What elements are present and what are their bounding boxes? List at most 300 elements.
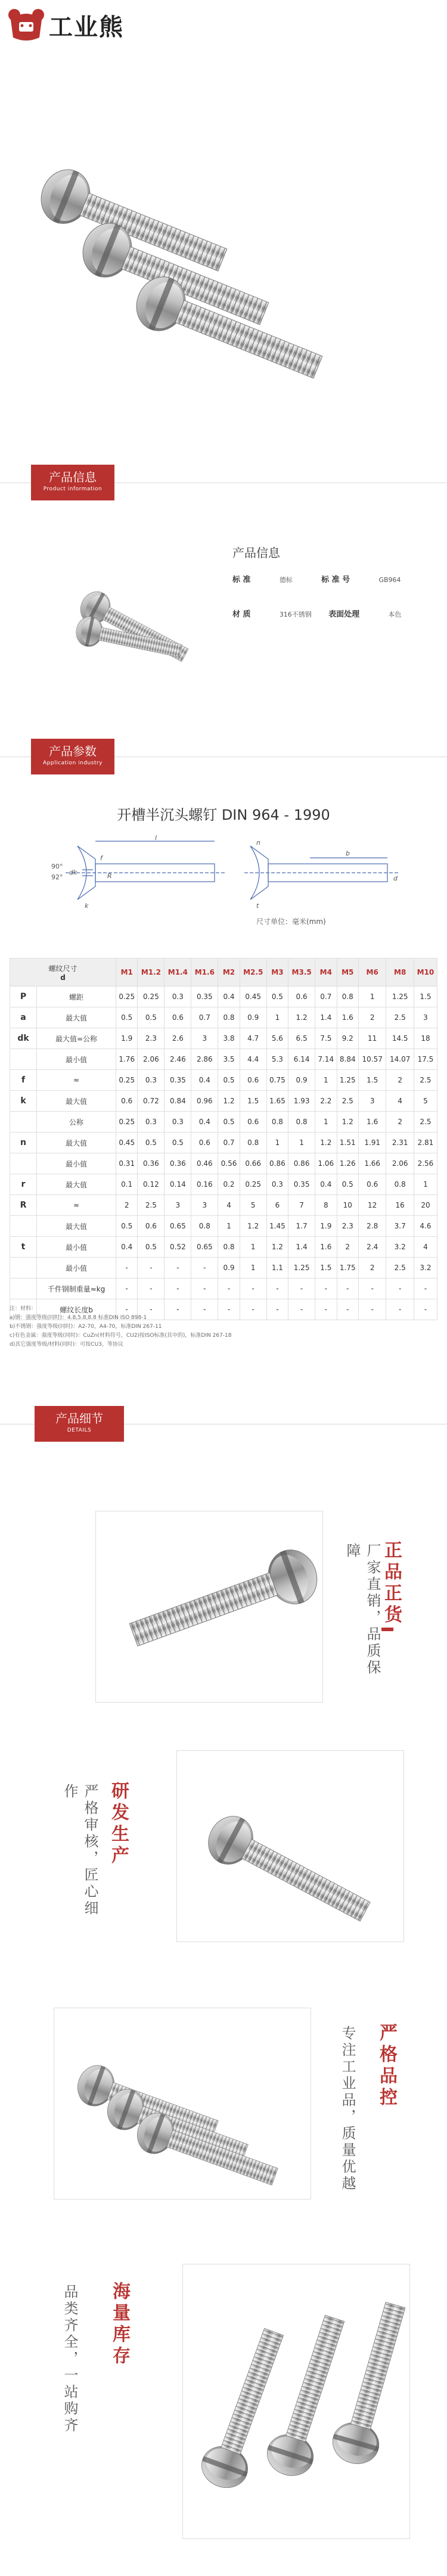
brand-name: 工业熊 — [49, 13, 124, 41]
value-cell: 0.36 — [138, 1153, 164, 1174]
drawing-label: l — [155, 834, 157, 842]
table-row — [10, 1153, 437, 1174]
table-row — [10, 1174, 437, 1195]
value-cell: 1.26 — [337, 1153, 358, 1174]
value-cell: 0.7 — [315, 987, 337, 1007]
size-header-cell: M1.6 — [191, 959, 218, 987]
value-cell: 4 — [218, 1195, 240, 1216]
value-cell: - — [218, 1278, 240, 1299]
value-cell: 3.8 — [218, 1028, 240, 1049]
value-cell: 2.4 — [358, 1237, 386, 1258]
value-cell: 1.25 — [288, 1258, 315, 1278]
value-cell: 0.1 — [116, 1174, 138, 1195]
value-cell: 0.8 — [337, 987, 358, 1007]
value-cell: 0.6 — [240, 1112, 266, 1133]
detail-image-card — [176, 1750, 404, 1942]
label-cell: 最小值 — [37, 1237, 116, 1258]
value-cell: 7.14 — [315, 1049, 337, 1070]
value-cell: 0.9 — [288, 1070, 315, 1091]
size-header-cell: M1.4 — [164, 959, 191, 987]
value-cell: 0.6 — [164, 1007, 191, 1028]
value-cell: 0.4 — [191, 1070, 218, 1091]
value-cell: 1.65 — [266, 1091, 288, 1112]
value-cell: - — [337, 1299, 358, 1320]
value-cell: - — [414, 1278, 437, 1299]
value-cell: 6.14 — [288, 1049, 315, 1070]
value-cell: 0.6 — [240, 1070, 266, 1091]
detail-line: 质量优越 — [339, 2126, 356, 2192]
value-cell: - — [191, 1278, 218, 1299]
section-subtitle: Application industry — [42, 760, 103, 766]
size-header-cell: M6 — [358, 959, 386, 987]
size-header-cell: M1.2 — [138, 959, 164, 987]
value-cell: 1.5 — [315, 1258, 337, 1278]
table-header-cell — [10, 959, 116, 987]
detail-line: 匠心细作 — [61, 1784, 98, 1917]
value-cell: 0.9 — [240, 1007, 266, 1028]
symbol-cell: P — [10, 987, 37, 1007]
value-cell: - — [191, 1299, 218, 1320]
value-cell: 0.5 — [116, 1216, 138, 1237]
value-cell: - — [266, 1278, 288, 1299]
value-cell: 1.1 — [266, 1258, 288, 1278]
value-cell: 1.25 — [337, 1070, 358, 1091]
value-cell: 5.6 — [266, 1028, 288, 1049]
symbol-cell: r — [10, 1174, 37, 1195]
table-row — [10, 1133, 437, 1153]
value-cell: 0.45 — [116, 1133, 138, 1153]
label-cell: 最大值 — [37, 1133, 116, 1153]
value-cell: 1.66 — [358, 1153, 386, 1174]
detail-line: 品类齐全 — [61, 2284, 78, 2351]
value-cell: 2.3 — [337, 1216, 358, 1237]
value-cell: 0.46 — [191, 1153, 218, 1174]
value-cell: 0.36 — [164, 1153, 191, 1174]
value-cell: 1 — [240, 1258, 266, 1278]
value-cell: 8.84 — [337, 1049, 358, 1070]
screw-photo — [183, 2264, 409, 2538]
value-cell: 2 — [116, 1195, 138, 1216]
value-cell: 7 — [288, 1195, 315, 1216]
value-cell: 0.35 — [191, 987, 218, 1007]
value-cell: 1 — [266, 1007, 288, 1028]
label-cell: ≈ — [37, 1195, 116, 1216]
value-cell: 2.5 — [386, 1258, 414, 1278]
value-cell: 2.5 — [138, 1195, 164, 1216]
value-cell: 2.3 — [138, 1028, 164, 1049]
label-cell: 最大值 — [37, 1174, 116, 1195]
value-cell: 17.5 — [414, 1049, 437, 1070]
value-cell: 0.31 — [116, 1153, 138, 1174]
value-cell: 4.4 — [240, 1049, 266, 1070]
value-cell: 0.52 — [164, 1237, 191, 1258]
value-cell: 3 — [358, 1091, 386, 1112]
header-bottom: d — [60, 973, 66, 982]
value-cell: 0.35 — [288, 1174, 315, 1195]
value-cell: 14.5 — [386, 1028, 414, 1049]
value-cell: 2.06 — [386, 1153, 414, 1174]
value-cell: 2 — [386, 1070, 414, 1091]
product-thumbnail — [60, 566, 215, 673]
value-cell: 0.86 — [266, 1153, 288, 1174]
value-cell: 1.2 — [240, 1216, 266, 1237]
value-cell: 1.51 — [337, 1133, 358, 1153]
value-cell: 18 — [414, 1028, 437, 1049]
table-row — [10, 1091, 437, 1112]
value-cell: 0.5 — [218, 1070, 240, 1091]
value-cell: - — [164, 1258, 191, 1278]
value-cell: - — [240, 1299, 266, 1320]
value-cell: 1.2 — [288, 1007, 315, 1028]
value-cell: 3 — [191, 1028, 218, 1049]
value-cell: 1.9 — [116, 1028, 138, 1049]
detail-line: 品质保障 — [344, 1543, 381, 1676]
detail-image-card — [54, 2008, 311, 2199]
detail-image-card — [95, 1511, 323, 1703]
value-cell: 11 — [358, 1028, 386, 1049]
drawing-label: d — [393, 875, 398, 882]
section-header-details — [0, 1406, 447, 1442]
value-cell: 0.5 — [116, 1007, 138, 1028]
value-cell: 0.4 — [315, 1174, 337, 1195]
info-key: 材 质 — [232, 610, 251, 619]
size-header-cell: M2.5 — [240, 959, 266, 987]
value-cell: 0.3 — [164, 1112, 191, 1133]
value-cell: 1.91 — [358, 1133, 386, 1153]
section-title: 产品细节 — [55, 1411, 103, 1426]
product-info-title: 产品信息 — [232, 546, 280, 560]
value-cell: 0.72 — [138, 1091, 164, 1112]
table-row — [10, 987, 437, 1007]
value-cell: 0.75 — [266, 1070, 288, 1091]
value-cell: - — [116, 1258, 138, 1278]
dimension-drawing — [48, 834, 405, 911]
info-value: GB964 — [378, 576, 401, 584]
value-cell: 0.6 — [191, 1133, 218, 1153]
value-cell: 2 — [358, 1258, 386, 1278]
symbol-cell: a — [10, 1007, 37, 1028]
table-row — [10, 1278, 437, 1299]
value-cell: 2.46 — [164, 1049, 191, 1070]
value-cell: 0.12 — [138, 1174, 164, 1195]
size-header-cell: M2 — [218, 959, 240, 987]
value-cell: 0.5 — [164, 1133, 191, 1153]
info-value: 德标 — [279, 576, 293, 584]
value-cell: 1.6 — [358, 1112, 386, 1133]
detail-text: 严格审核，匠心细作 — [61, 1784, 98, 1917]
value-cell: 3.5 — [218, 1049, 240, 1070]
value-cell: - — [138, 1278, 164, 1299]
bear-logo-icon — [7, 8, 45, 42]
value-cell: 1 — [288, 1133, 315, 1153]
value-cell: 0.7 — [191, 1007, 218, 1028]
drawing-label: k — [85, 902, 89, 910]
value-cell: 1.5 — [414, 987, 437, 1007]
symbol-cell — [10, 1153, 37, 1174]
detail-title: 严格品控 — [376, 2023, 397, 2109]
accent-bar — [381, 1628, 393, 1631]
value-cell: 1 — [414, 1174, 437, 1195]
value-cell: 0.65 — [191, 1237, 218, 1258]
value-cell: 4.7 — [240, 1028, 266, 1049]
value-cell: 1 — [240, 1237, 266, 1258]
value-cell: - — [191, 1258, 218, 1278]
size-header-cell: M1 — [116, 959, 138, 987]
value-cell: - — [337, 1278, 358, 1299]
param-title: 开槽半沉头螺钉 DIN 964 - 1990 — [117, 807, 330, 823]
value-cell: - — [386, 1278, 414, 1299]
note-line: a)钢：强度等级(同时)：4.8,5.8,8.8 标准DIN ISO 898-1 — [10, 1315, 147, 1321]
symbol-cell: k — [10, 1091, 37, 1112]
section-header-info — [0, 465, 447, 500]
value-cell: - — [164, 1278, 191, 1299]
value-cell: - — [240, 1278, 266, 1299]
value-cell: 3.2 — [414, 1258, 437, 1278]
drawing-label: f — [100, 854, 103, 862]
value-cell: - — [138, 1299, 164, 1320]
value-cell: 6 — [266, 1195, 288, 1216]
value-cell: 3 — [414, 1007, 437, 1028]
note-line: 注：材料： — [10, 1306, 37, 1312]
size-header-cell: M10 — [414, 959, 437, 987]
label-cell: 最大值 — [37, 1216, 116, 1237]
detail-title: 研发生产 — [108, 1781, 129, 1867]
value-cell: 1 — [218, 1216, 240, 1237]
detail-text: 品类齐全，一站购齐 — [61, 2284, 78, 2434]
value-cell: 0.96 — [191, 1091, 218, 1112]
label-cell: ≈ — [37, 1070, 116, 1091]
value-cell: - — [164, 1299, 191, 1320]
value-cell: 3.7 — [386, 1216, 414, 1237]
symbol-cell: t — [10, 1237, 37, 1258]
value-cell: 0.3 — [138, 1112, 164, 1133]
label-cell: 最小值 — [37, 1049, 116, 1070]
value-cell: - — [138, 1258, 164, 1278]
value-cell: - — [288, 1278, 315, 1299]
table-row — [10, 1258, 437, 1278]
value-cell: 0.5 — [138, 1007, 164, 1028]
value-cell: 0.3 — [266, 1174, 288, 1195]
value-cell: 1.9 — [315, 1216, 337, 1237]
symbol-cell: R — [10, 1195, 37, 1216]
info-row — [232, 608, 401, 619]
value-cell: 0.5 — [266, 987, 288, 1007]
label-cell: 千件钢制重量≈kg — [37, 1278, 116, 1299]
value-cell: 1.6 — [337, 1007, 358, 1028]
table-row — [10, 1028, 437, 1049]
value-cell: 2.5 — [414, 1070, 437, 1091]
value-cell: - — [288, 1299, 315, 1320]
symbol-cell — [10, 1112, 37, 1133]
value-cell: 0.5 — [218, 1112, 240, 1133]
value-cell: 0.84 — [164, 1091, 191, 1112]
detail-title: 海量库存 — [109, 2282, 130, 2367]
value-cell: 2.8 — [358, 1216, 386, 1237]
brand-logo[interactable] — [7, 5, 132, 45]
value-cell: 0.56 — [218, 1153, 240, 1174]
drawing-label: t — [256, 902, 259, 910]
note-line: b)不锈钢：强度等级(同时)：A2-70，A4-70，标准DIN 267-11 — [10, 1324, 162, 1330]
drawing-label: 90° — [51, 863, 63, 870]
detail-image-card — [182, 2264, 410, 2539]
detail-text: 专注工业品，质量优越 — [339, 2026, 356, 2192]
value-cell: 2.86 — [191, 1049, 218, 1070]
table-row — [10, 1112, 437, 1133]
size-header-cell: M3 — [266, 959, 288, 987]
value-cell: 14.07 — [386, 1049, 414, 1070]
value-cell: 1.75 — [337, 1258, 358, 1278]
label-cell: 螺纹长度b — [37, 1299, 116, 1320]
value-cell: 0.25 — [116, 1112, 138, 1133]
value-cell: 0.9 — [218, 1258, 240, 1278]
label-cell: 公称 — [37, 1112, 116, 1133]
value-cell: - — [315, 1278, 337, 1299]
value-cell: 2.56 — [414, 1153, 437, 1174]
value-cell: 0.3 — [164, 987, 191, 1007]
section-title: 产品参数 — [49, 744, 97, 758]
symbol-cell — [10, 1049, 37, 1070]
symbol-cell — [10, 1278, 37, 1299]
table-row — [10, 1195, 437, 1216]
value-cell: 0.8 — [386, 1174, 414, 1195]
value-cell: 0.2 — [218, 1174, 240, 1195]
value-cell: 1.2 — [337, 1112, 358, 1133]
size-header-cell: M4 — [315, 959, 337, 987]
label-cell: 最小值 — [37, 1258, 116, 1278]
table-row — [10, 1216, 437, 1237]
value-cell: 0.8 — [218, 1237, 240, 1258]
value-cell: 0.4 — [218, 987, 240, 1007]
symbol-cell — [10, 1216, 37, 1237]
note-line: d)其它强度等级/材料(同时)：可按CU3，等协议 — [10, 1342, 123, 1348]
value-cell: 1.06 — [315, 1153, 337, 1174]
label-cell: 最大值 — [37, 1091, 116, 1112]
screw-photo — [54, 2008, 311, 2199]
size-header-cell: M8 — [386, 959, 414, 987]
value-cell: 5.3 — [266, 1049, 288, 1070]
drawing-label: dk — [69, 869, 77, 876]
value-cell: 1.2 — [266, 1237, 288, 1258]
value-cell: 2.5 — [386, 1007, 414, 1028]
value-cell: 12 — [358, 1195, 386, 1216]
value-cell: 16 — [386, 1195, 414, 1216]
drawing-label: n — [256, 839, 260, 847]
table-row — [10, 1049, 437, 1070]
value-cell: - — [116, 1299, 138, 1320]
value-cell: 0.6 — [358, 1174, 386, 1195]
value-cell: 2.5 — [414, 1112, 437, 1133]
value-cell: 9.2 — [337, 1028, 358, 1049]
value-cell: 0.7 — [218, 1133, 240, 1153]
hero-screws-image — [0, 48, 447, 417]
value-cell: 10 — [337, 1195, 358, 1216]
size-header-cell: M5 — [337, 959, 358, 987]
symbol-cell: n — [10, 1133, 37, 1153]
value-cell: 4.6 — [414, 1216, 437, 1237]
value-cell: 2 — [386, 1112, 414, 1133]
value-cell: 0.8 — [191, 1216, 218, 1237]
value-cell: 1.4 — [288, 1237, 315, 1258]
value-cell: 2.06 — [138, 1049, 164, 1070]
value-cell: 2.6 — [164, 1028, 191, 1049]
table-row — [10, 1007, 437, 1028]
value-cell: 6.5 — [288, 1028, 315, 1049]
value-cell: 1.5 — [240, 1091, 266, 1112]
value-cell: - — [266, 1299, 288, 1320]
value-cell: 1 — [358, 987, 386, 1007]
value-cell: 0.35 — [164, 1070, 191, 1091]
value-cell: 0.4 — [191, 1112, 218, 1133]
value-cell: 1 — [315, 1070, 337, 1091]
detail-text: 厂家直销，品质保障 — [344, 1543, 381, 1676]
label-cell: 最大值 — [37, 1007, 116, 1028]
info-key: 标 准 号 — [321, 575, 350, 584]
value-cell: 20 — [414, 1195, 437, 1216]
value-cell: 1.45 — [266, 1216, 288, 1237]
value-cell: 1.25 — [386, 987, 414, 1007]
value-cell: 2.31 — [386, 1133, 414, 1153]
value-cell: 0.25 — [116, 987, 138, 1007]
value-cell: 0.25 — [116, 1070, 138, 1091]
table-row — [10, 1070, 437, 1091]
info-value: 本色 — [388, 611, 402, 618]
value-cell: 1.2 — [218, 1091, 240, 1112]
table-header-row — [10, 959, 437, 987]
value-cell: 0.4 — [116, 1237, 138, 1258]
value-cell: 0.16 — [191, 1174, 218, 1195]
value-cell: 3 — [164, 1195, 191, 1216]
drawing-label: b — [346, 850, 350, 857]
table-notes — [10, 1305, 437, 1349]
value-cell: - — [386, 1299, 414, 1320]
symbol-cell — [10, 1258, 37, 1278]
value-cell: 0.3 — [138, 1070, 164, 1091]
size-header-cell: M3.5 — [288, 959, 315, 987]
value-cell: 0.5 — [138, 1237, 164, 1258]
value-cell: 0.8 — [218, 1007, 240, 1028]
value-cell: 2.2 — [315, 1091, 337, 1112]
value-cell: 0.8 — [288, 1112, 315, 1133]
detail-line: 厂家直销 — [364, 1543, 381, 1610]
value-cell: 1 — [315, 1112, 337, 1133]
detail-title: 正品正货 — [381, 1541, 402, 1626]
value-cell: 0.6 — [116, 1091, 138, 1112]
detail-line: 专注工业品 — [339, 2026, 356, 2109]
value-cell: 0.5 — [138, 1133, 164, 1153]
value-cell: - — [116, 1278, 138, 1299]
value-cell: 0.6 — [138, 1216, 164, 1237]
table-row — [10, 1237, 437, 1258]
value-cell: 3 — [191, 1195, 218, 1216]
unit-note: 尺寸单位：毫米(mm) — [256, 917, 326, 926]
value-cell: 1.2 — [315, 1133, 337, 1153]
value-cell: 4 — [414, 1237, 437, 1258]
section-subtitle: DETAILS — [67, 1427, 92, 1433]
value-cell: 2 — [337, 1237, 358, 1258]
value-cell: 0.66 — [240, 1153, 266, 1174]
value-cell: 2.5 — [337, 1091, 358, 1112]
value-cell: 1.6 — [315, 1237, 337, 1258]
label-cell: 最小值 — [37, 1153, 116, 1174]
label-cell: 螺距 — [37, 987, 116, 1007]
value-cell: 0.25 — [138, 987, 164, 1007]
value-cell: 3.2 — [386, 1237, 414, 1258]
value-cell: 10.57 — [358, 1049, 386, 1070]
value-cell: 5 — [414, 1091, 437, 1112]
value-cell: 0.6 — [288, 987, 315, 1007]
value-cell: 7.5 — [315, 1028, 337, 1049]
value-cell: 1.7 — [288, 1216, 315, 1237]
